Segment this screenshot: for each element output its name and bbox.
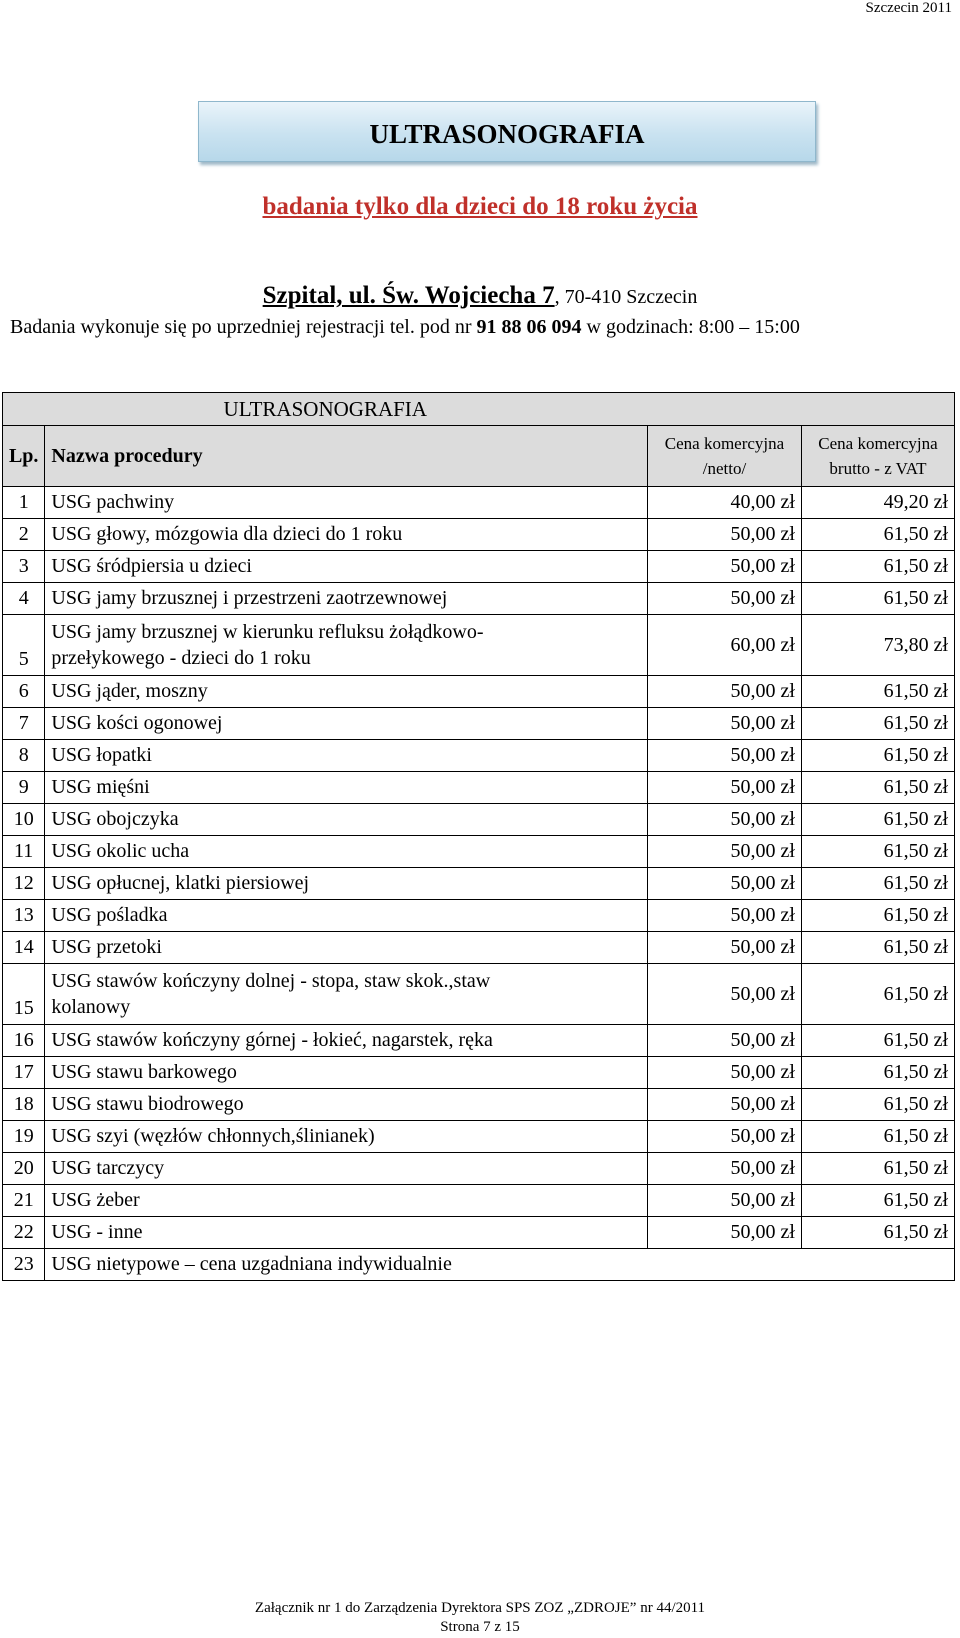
price-table xyxy=(2,392,955,1281)
procedure-name: USG pośladka xyxy=(45,900,648,932)
procedure-name: USG przetoki xyxy=(45,932,648,964)
procedure-name: USG kości ogonowej xyxy=(45,708,648,740)
row-number: 1 xyxy=(3,487,45,519)
row-number: 8 xyxy=(3,740,45,772)
price-netto: 50,00 zł xyxy=(647,1153,801,1185)
hospital-address: Szpital, ul. Św. Wojciecha 7 xyxy=(262,282,555,309)
table-title-row xyxy=(3,393,955,426)
table-row xyxy=(3,964,955,1025)
price-netto: 50,00 zł xyxy=(647,932,801,964)
row-number: 11 xyxy=(3,836,45,868)
procedure-name: USG jamy brzusznej w kierunku refluksu żołądkowo- przełykowego - dzieci do 1 roku xyxy=(45,615,648,676)
price-brutto: 61,50 zł xyxy=(801,964,954,1025)
footer-annex: Załącznik nr 1 do Zarządzenia Dyrektora SPS ZOZ „ZDROJE” nr 44/2011 xyxy=(254,1600,706,1616)
procedure-name: USG jąder, moszny xyxy=(45,676,648,708)
procedure-name: USG okolic ucha xyxy=(45,836,648,868)
price-netto: 50,00 zł xyxy=(647,708,801,740)
table-row xyxy=(3,1249,955,1281)
row-number: 22 xyxy=(3,1217,45,1249)
row-number: 23 xyxy=(3,1249,45,1281)
row-number: 19 xyxy=(3,1121,45,1153)
price-netto: 50,00 zł xyxy=(647,583,801,615)
price-netto: 50,00 zł xyxy=(647,551,801,583)
table-row xyxy=(3,615,955,676)
address xyxy=(0,282,960,310)
row-number: 16 xyxy=(3,1025,45,1057)
price-brutto: 61,50 zł xyxy=(801,551,954,583)
table-row xyxy=(3,676,955,708)
row-number: 12 xyxy=(3,868,45,900)
price-brutto: 61,50 zł xyxy=(801,900,954,932)
price-brutto: 61,50 zł xyxy=(801,519,954,551)
price-netto: 50,00 zł xyxy=(647,900,801,932)
table-row xyxy=(3,1121,955,1153)
procedure-name: USG śródpiersia u dzieci xyxy=(45,551,648,583)
procedure-name: USG obojczyka xyxy=(45,804,648,836)
procedure-name: USG żeber xyxy=(45,1185,648,1217)
price-netto: 50,00 zł xyxy=(647,1217,801,1249)
row-number: 13 xyxy=(3,900,45,932)
price-netto: 50,00 zł xyxy=(647,1025,801,1057)
price-brutto: 49,20 zł xyxy=(801,487,954,519)
page-footer xyxy=(0,1599,960,1637)
table-row xyxy=(3,932,955,964)
office-hours: w godzinach: 8:00 – 15:00 xyxy=(586,316,800,338)
procedure-name: USG stawu barkowego xyxy=(45,1057,648,1089)
row-number: 14 xyxy=(3,932,45,964)
price-brutto: 61,50 zł xyxy=(801,1057,954,1089)
price-brutto: 61,50 zł xyxy=(801,1089,954,1121)
title-box xyxy=(198,101,816,162)
procedure-name: USG tarczycy xyxy=(45,1153,648,1185)
subtitle: badania tylko dla dzieci do 18 roku życia xyxy=(262,193,698,220)
price-brutto: 61,50 zł xyxy=(801,1185,954,1217)
table-row xyxy=(3,868,955,900)
row-number: 17 xyxy=(3,1057,45,1089)
price-brutto: 61,50 zł xyxy=(801,1153,954,1185)
procedure-name: USG szyi (węzłów chłonnych,ślinianek) xyxy=(45,1121,648,1153)
page-title: ULTRASONOGRAFIA xyxy=(369,119,645,149)
price-netto: 50,00 zł xyxy=(647,1089,801,1121)
footer-page-number: Strona 7 z 15 xyxy=(440,1619,520,1635)
price-brutto: 61,50 zł xyxy=(801,868,954,900)
table-row xyxy=(3,1153,955,1185)
price-brutto: 61,50 zł xyxy=(801,1217,954,1249)
header-netto: Cena komercyjna /netto/ xyxy=(647,426,801,487)
row-number: 2 xyxy=(3,519,45,551)
table-row xyxy=(3,583,955,615)
row-number: 3 xyxy=(3,551,45,583)
table-row xyxy=(3,1025,955,1057)
row-number: 10 xyxy=(3,804,45,836)
price-netto: 50,00 zł xyxy=(647,676,801,708)
price-brutto: 61,50 zł xyxy=(801,1121,954,1153)
price-netto: 50,00 zł xyxy=(647,1057,801,1089)
procedure-name: USG pachwiny xyxy=(45,487,648,519)
row-number: 21 xyxy=(3,1185,45,1217)
table-row xyxy=(3,708,955,740)
registration-info xyxy=(10,316,800,339)
price-brutto: 61,50 zł xyxy=(801,740,954,772)
info-prefix: Badania wykonuje się po uprzedniej rejestracji tel. pod nr xyxy=(10,316,472,338)
table-row xyxy=(3,1217,955,1249)
price-brutto: 61,50 zł xyxy=(801,932,954,964)
procedure-name: USG stawu biodrowego xyxy=(45,1089,648,1121)
row-number: 4 xyxy=(3,583,45,615)
procedure-name: USG stawów kończyny dolnej - stopa, staw skok.,staw kolanowy xyxy=(45,964,648,1025)
row-number: 20 xyxy=(3,1153,45,1185)
price-netto: 50,00 zł xyxy=(647,519,801,551)
header-brutto: Cena komercyjna brutto - z VAT xyxy=(801,426,954,487)
table-row xyxy=(3,900,955,932)
procedure-name: USG - inne xyxy=(45,1217,648,1249)
procedure-name: USG stawów kończyny górnej - łokieć, nagarstek, ręka xyxy=(45,1025,648,1057)
table-title: ULTRASONOGRAFIA xyxy=(3,393,648,426)
price-brutto: 61,50 zł xyxy=(801,772,954,804)
page-header: Szczecin 2011 xyxy=(865,0,952,16)
procedure-name: USG jamy brzusznej i przestrzeni zaotrzewnowej xyxy=(45,583,648,615)
procedure-name: USG opłucnej, klatki piersiowej xyxy=(45,868,648,900)
header-lp: Lp. xyxy=(3,426,45,487)
price-netto: 50,00 zł xyxy=(647,1185,801,1217)
table-row xyxy=(3,772,955,804)
price-netto: 50,00 zł xyxy=(647,1121,801,1153)
procedure-name: USG głowy, mózgowia dla dzieci do 1 roku xyxy=(45,519,648,551)
price-brutto: 61,50 zł xyxy=(801,836,954,868)
row-number: 15 xyxy=(3,964,45,1025)
row-number: 5 xyxy=(3,615,45,676)
table-row xyxy=(3,804,955,836)
phone-number: 91 88 06 094 xyxy=(476,316,582,338)
price-brutto: 61,50 zł xyxy=(801,583,954,615)
table-row xyxy=(3,1057,955,1089)
price-brutto: 61,50 zł xyxy=(801,804,954,836)
price-netto: 40,00 zł xyxy=(647,487,801,519)
price-netto: 50,00 zł xyxy=(647,868,801,900)
price-netto: 60,00 zł xyxy=(647,615,801,676)
price-brutto: 61,50 zł xyxy=(801,1025,954,1057)
price-netto: 50,00 zł xyxy=(647,836,801,868)
row-number: 6 xyxy=(3,676,45,708)
procedure-name: USG mięśni xyxy=(45,772,648,804)
price-netto: 50,00 zł xyxy=(647,964,801,1025)
price-brutto: 73,80 zł xyxy=(801,615,954,676)
table-row xyxy=(3,1185,955,1217)
table-row xyxy=(3,740,955,772)
price-netto: 50,00 zł xyxy=(647,804,801,836)
procedure-name: USG nietypowe – cena uzgadniana indywidualnie xyxy=(45,1249,955,1281)
table-row xyxy=(3,836,955,868)
procedure-name: USG łopatki xyxy=(45,740,648,772)
table-row xyxy=(3,519,955,551)
header-name: Nazwa procedury xyxy=(45,426,648,487)
price-brutto: 61,50 zł xyxy=(801,708,954,740)
row-number: 7 xyxy=(3,708,45,740)
table-header-row xyxy=(3,426,955,487)
city: , 70-410 Szczecin xyxy=(554,286,698,308)
row-number: 9 xyxy=(3,772,45,804)
table-row xyxy=(3,1089,955,1121)
price-netto: 50,00 zł xyxy=(647,740,801,772)
price-netto: 50,00 zł xyxy=(647,772,801,804)
price-brutto: 61,50 zł xyxy=(801,676,954,708)
table-row xyxy=(3,551,955,583)
row-number: 18 xyxy=(3,1089,45,1121)
table-row xyxy=(3,487,955,519)
